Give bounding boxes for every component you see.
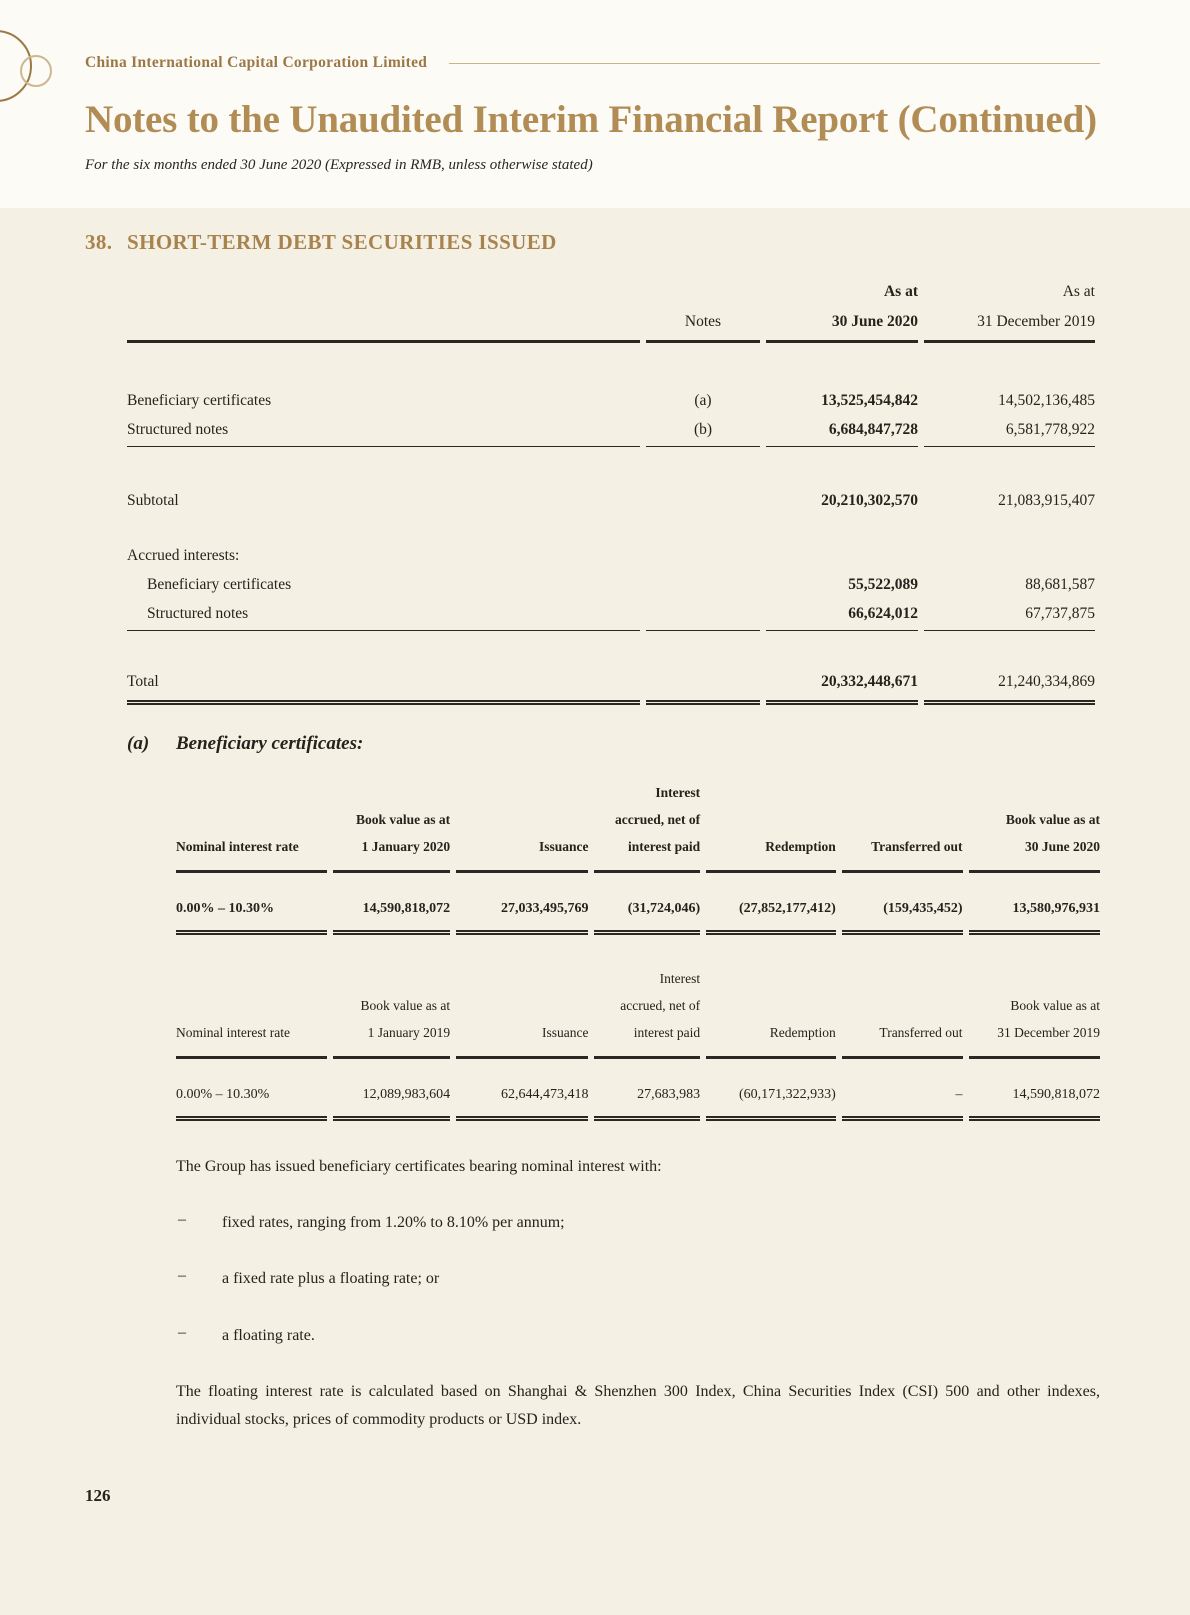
cell-rate: 0.00% – 10.30% [176,1087,327,1121]
cell-issuance: 62,644,473,418 [456,1087,588,1121]
subsection-a-body [176,779,1100,1435]
row-value-2019: 6,581,778,922 [924,410,1095,447]
page-number: 126 [85,1486,111,1505]
asat-2019-label: As at [1062,283,1095,300]
list-item-text: a floating rate. [222,1326,315,1344]
notes-column-header: Notes [646,301,760,343]
col-header-book-value-jan-2019: Book value as at 1 January 2019 [333,965,450,1059]
section-heading [85,230,1100,255]
header-rule [449,63,1100,64]
row-label: Accrued interests: [127,547,240,564]
list-item-floating-rate [176,1324,1100,1347]
row-value-2020: 55,522,089 [848,576,918,593]
col-header-interest-accrued: Interest accrued, net of interest paid [594,779,700,873]
subsection-a-heading [127,733,1100,755]
col-header-31-december-2019: 31 December 2019 [924,301,1095,343]
row-value-2019: 14,502,136,485 [998,392,1095,409]
row-label: Beneficiary certificates [127,392,272,409]
cell-book-value-open: 14,590,818,072 [333,901,450,935]
cell-book-value-open: 12,089,983,604 [333,1087,450,1121]
asat-2020-label: As at [883,283,918,300]
col-header-issuance: Issuance [456,779,588,873]
table-row-accrued-structured [127,594,1095,631]
cert-2019-header-row [176,965,1100,1059]
row-value-2020: 13,525,454,842 [821,392,918,409]
col-header-redemption: Redemption [706,965,836,1059]
col-header-transferred-out: Transferred out [842,779,963,873]
cell-transferred-out: – [842,1087,963,1121]
summary-header-asat-row [127,273,1095,301]
dash-bullet: – [178,1323,186,1341]
logo-circle-small-icon [20,55,52,87]
row-value-2020: 20,210,302,570 [821,492,918,509]
col-header-issuance: Issuance [456,965,588,1059]
table-row-accrued-interests [127,536,1095,565]
col-header-30-june-2020: 30 June 2020 [766,301,918,343]
col-header-book-value-dec-2019: Book value as at 31 December 2019 [969,965,1100,1059]
table-row-total [127,661,1095,705]
cell-book-value-close: 14,590,818,072 [969,1087,1100,1121]
row-label: Total [127,661,640,705]
beneficiary-certificates-table-2020 [176,779,1100,935]
row-note-ref: (b) [646,410,760,447]
summary-table [127,273,1095,705]
cell-redemption: (60,171,322,933) [706,1087,836,1121]
page-content [0,208,1190,1435]
row-label: Structured notes [127,594,640,631]
section-number: 38. [85,230,113,254]
cell-transferred-out: (159,435,452) [842,901,963,935]
cert-2019-data-row [176,1087,1100,1121]
row-label: Subtotal [127,492,179,509]
table-row-accrued-beneficiary [127,565,1095,594]
list-item-text: a fixed rate plus a floating rate; or [222,1270,440,1288]
row-value-2020: 6,684,847,728 [766,410,918,447]
row-value-2019: 21,083,915,407 [998,492,1095,509]
list-item-fixed-plus-floating [176,1267,1100,1290]
col-header-transferred-out: Transferred out [842,965,963,1059]
dash-bullet: – [178,1267,186,1285]
list-item-text: fixed rates, ranging from 1.20% to 8.10% per annum; [222,1214,565,1232]
col-header-interest-accrued: Interest accrued, net of interest paid [594,965,700,1059]
subsection-a [127,733,1100,1435]
cert-2020-data-row [176,901,1100,935]
row-value-2020: 66,624,012 [766,594,918,631]
section-title: SHORT-TERM DEBT SECURITIES ISSUED [127,230,557,254]
company-row [85,54,1100,72]
cell-interest-accrued: (31,724,046) [594,901,700,935]
cell-rate: 0.00% – 10.30% [176,901,327,935]
table-row-beneficiary-certificates [127,381,1095,410]
table-row-subtotal [127,481,1095,510]
row-label: Structured notes [127,410,640,447]
col-header-book-value-jun-2020: Book value as at 30 June 2020 [969,779,1100,873]
col-header-redemption: Redemption [706,779,836,873]
row-value-2020: 20,332,448,671 [766,661,918,705]
subsection-a-title: Beneficiary certificates: [176,733,364,754]
intro-paragraph: The Group has issued beneficiary certificates bearing nominal interest with: [176,1158,662,1175]
floating-rate-paragraph: The floating interest rate is calculated based on Shanghai & Shenzhen 300 Index, China Securities Index (CSI) 500 and other indexes, individual stocks, prices of commodity products or USD index. [176,1382,1100,1429]
row-value-2019: 67,737,875 [924,594,1095,631]
cell-redemption: (27,852,177,412) [706,901,836,935]
cell-book-value-close: 13,580,976,931 [969,901,1100,935]
beneficiary-certificates-table-2019 [176,965,1100,1121]
summary-header-dates-row [127,301,1095,343]
subsection-a-label: (a) [127,733,150,754]
page-title: Notes to the Unaudited Interim Financial Report (Continued) [85,98,1097,141]
row-value-2019: 88,681,587 [1025,576,1095,593]
cell-interest-accrued: 27,683,983 [594,1087,700,1121]
table-row-structured-notes [127,410,1095,447]
row-label: Beneficiary certificates [147,576,292,593]
row-note-ref: (a) [694,392,712,409]
cert-2020-header-row [176,779,1100,873]
dash-bullet: – [178,1211,186,1229]
col-header-book-value-jan-2020: Book value as at 1 January 2020 [333,779,450,873]
row-value-2019: 21,240,334,869 [924,661,1095,705]
page-header [0,0,1190,208]
cell-issuance: 27,033,495,769 [456,901,588,935]
col-header-nominal-interest-rate: Nominal interest rate [176,779,327,873]
page-subtitle: For the six months ended 30 June 2020 (Expressed in RMB, unless otherwise stated) [85,157,593,173]
list-item-fixed-rates [176,1211,1100,1234]
col-header-nominal-interest-rate: Nominal interest rate [176,965,327,1059]
company-name: China International Capital Corporation Limited [85,54,428,71]
